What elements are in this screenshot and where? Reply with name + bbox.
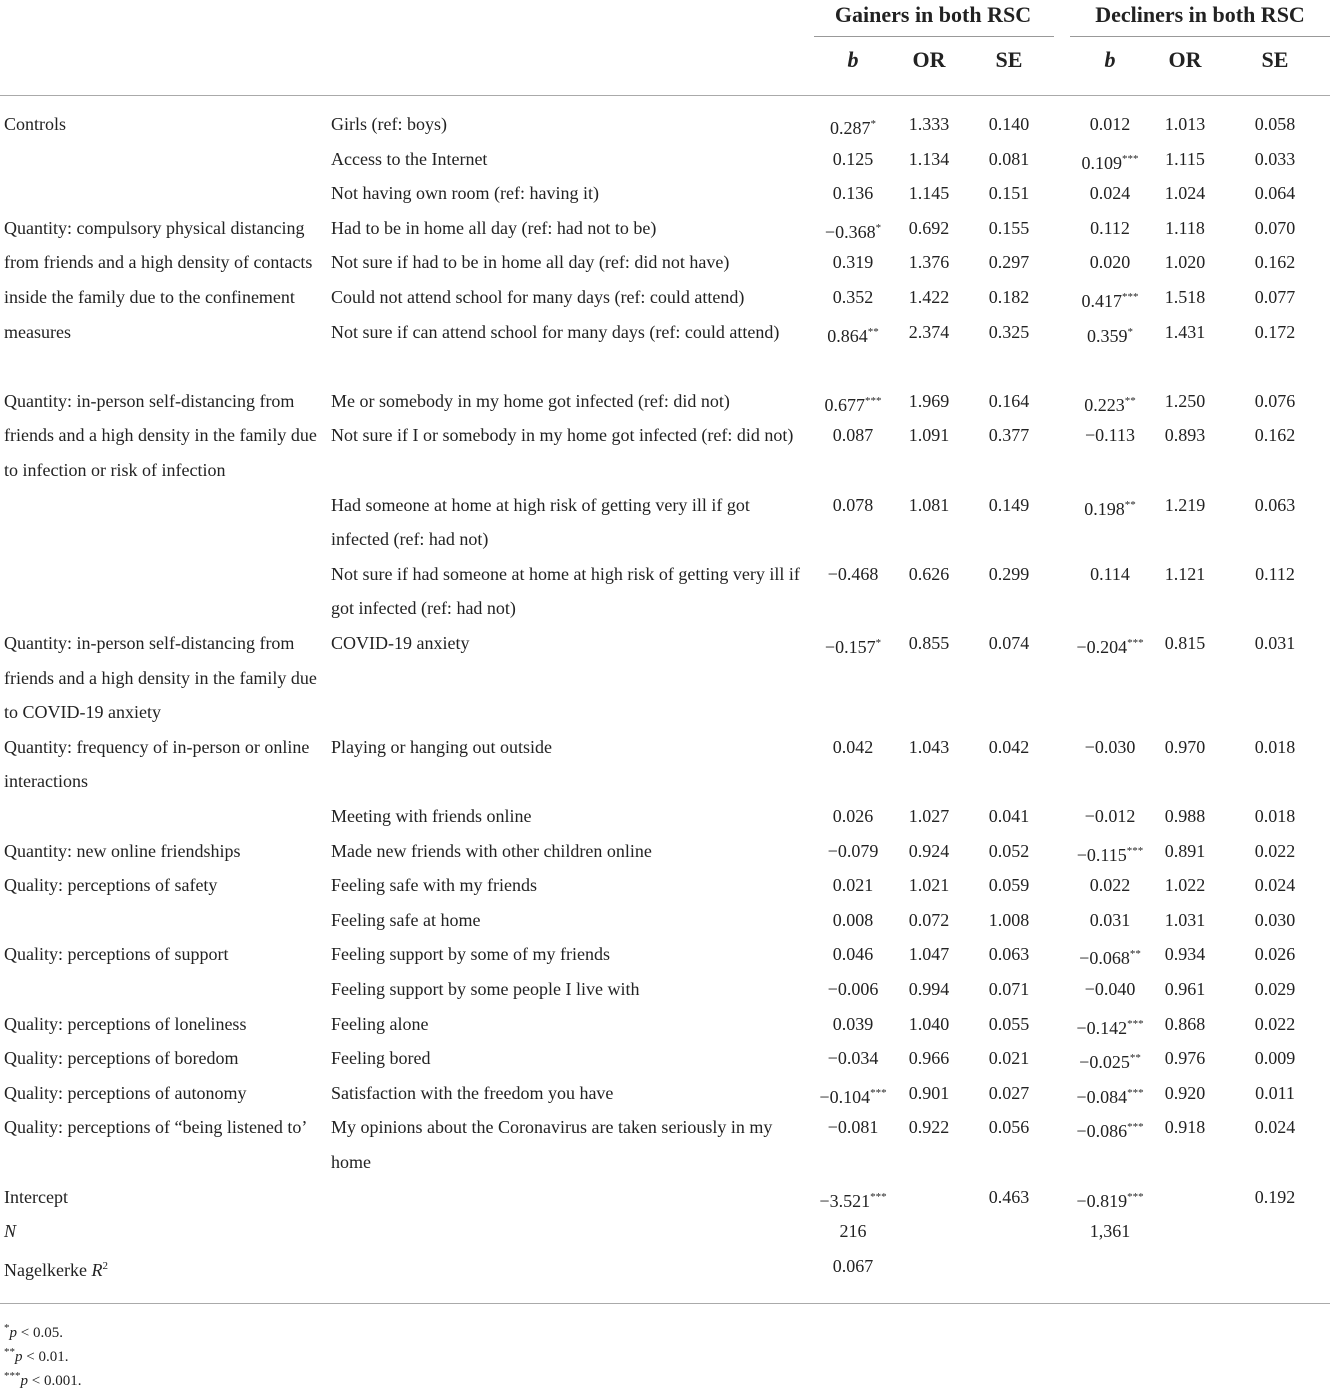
cell-gainers-se: 0.056 bbox=[988, 1117, 1030, 1138]
cell-gainers-b: 0.319 bbox=[832, 252, 874, 273]
cell-gainers-or: 0.855 bbox=[908, 633, 950, 653]
cell-gainers-se: 0.297 bbox=[988, 252, 1030, 273]
cell-gainers-or: 1.021 bbox=[908, 875, 950, 896]
row-category: Quantity: compulsory physical distancing from friends and a high density of contacts inside the family due to the confinement measures bbox=[4, 217, 313, 342]
cell-gainers-b: 216 bbox=[839, 1221, 867, 1242]
cell-gainers-se: 1.008 bbox=[988, 909, 1030, 930]
cell-decliners-or: 0.961 bbox=[1164, 979, 1206, 999]
cell-gainers-se: 0.377 bbox=[988, 425, 1030, 446]
row-category: Quality: perceptions of loneliness bbox=[4, 1013, 247, 1034]
cell-gainers-or: 1.043 bbox=[908, 736, 950, 757]
row-variable: Had to be in home all day (ref: had not to be) bbox=[331, 217, 657, 238]
cell-gainers-or: 1.040 bbox=[908, 1013, 950, 1034]
cell-gainers-se: 0.063 bbox=[988, 944, 1030, 965]
note-p01: **p < 0.01. bbox=[4, 1346, 69, 1365]
row-category: Quality: perceptions of safety bbox=[4, 875, 218, 896]
cell-gainers-se: 0.140 bbox=[988, 114, 1030, 134]
subheader-decliners-b: b bbox=[1104, 47, 1116, 72]
cell-gainers-b: −0.006 bbox=[827, 979, 879, 999]
cell-decliners-se: 0.070 bbox=[1254, 217, 1296, 238]
row-category: Quantity: in-person self-distancing from friends and a high density in the family due to infection or risk of infection bbox=[4, 390, 317, 480]
row-category: Quantity: new online friendships bbox=[4, 840, 241, 861]
cell-decliners-se: 0.024 bbox=[1254, 875, 1296, 896]
cell-decliners-or: 0.920 bbox=[1164, 1082, 1206, 1103]
cell-decliners-b: −0.204*** bbox=[1076, 637, 1144, 657]
cell-gainers-b: −0.157* bbox=[824, 637, 882, 657]
cell-gainers-b: −0.081 bbox=[827, 1117, 879, 1138]
table-row bbox=[0, 1214, 1334, 1249]
table-notes bbox=[4, 1316, 81, 1388]
cell-decliners-se: 0.031 bbox=[1254, 633, 1296, 653]
cell-decliners-or: 0.970 bbox=[1164, 736, 1206, 757]
cell-decliners-b: 0.020 bbox=[1089, 252, 1131, 273]
cell-decliners-or: 0.976 bbox=[1164, 1048, 1206, 1069]
header-decliners: Decliners in both RSC bbox=[1095, 2, 1305, 27]
cell-decliners-se: 0.022 bbox=[1254, 1013, 1296, 1034]
row-variable: Made new friends with other children online bbox=[331, 840, 652, 861]
cell-gainers-or: 0.924 bbox=[908, 840, 950, 861]
cell-gainers-or: 1.081 bbox=[908, 494, 950, 515]
cell-gainers-b: 0.078 bbox=[832, 494, 874, 515]
cell-decliners-or: 1.121 bbox=[1164, 563, 1206, 584]
cell-decliners-b: −0.084*** bbox=[1076, 1086, 1144, 1107]
cell-decliners-or: 1.431 bbox=[1164, 321, 1206, 342]
cell-gainers-b: 0.039 bbox=[832, 1013, 874, 1034]
row-category: Controls bbox=[4, 114, 67, 134]
row-variable: Playing or hanging out outside bbox=[331, 736, 552, 757]
cell-gainers-b: 0.021 bbox=[832, 875, 874, 896]
cell-gainers-se: 0.463 bbox=[988, 1186, 1030, 1207]
cell-decliners-se: 0.022 bbox=[1254, 840, 1296, 861]
row-variable: Could not attend school for many days (ref: could attend) bbox=[331, 287, 745, 307]
row-variable: Access to the Internet bbox=[331, 148, 488, 169]
cell-gainers-or: 0.692 bbox=[908, 217, 950, 238]
cell-gainers-se: 0.182 bbox=[988, 287, 1030, 307]
cell-decliners-b: 0.024 bbox=[1089, 183, 1131, 204]
table-row bbox=[0, 488, 1334, 557]
cell-decliners-se: 0.011 bbox=[1255, 1082, 1295, 1103]
cell-decliners-b: −0.025** bbox=[1079, 1052, 1141, 1073]
cell-gainers-b: 0.087 bbox=[832, 425, 874, 446]
cell-decliners-se: 0.112 bbox=[1255, 563, 1295, 584]
cell-gainers-or: 1.145 bbox=[908, 183, 950, 204]
cell-decliners-se: 0.033 bbox=[1254, 148, 1296, 169]
row-variable: Not sure if can attend school for many days (ref: could attend) bbox=[331, 321, 780, 342]
cell-decliners-or: 1.518 bbox=[1164, 287, 1206, 307]
cell-gainers-se: 0.164 bbox=[988, 390, 1030, 411]
table-row bbox=[0, 1041, 1334, 1076]
cell-gainers-or: 0.626 bbox=[908, 563, 950, 584]
cell-decliners-se: 0.058 bbox=[1254, 114, 1296, 134]
row-variable: Had someone at home at high risk of getting very ill if got infected (ref: had not) bbox=[331, 494, 750, 550]
cell-gainers-se: 0.055 bbox=[988, 1013, 1030, 1034]
row-category: Nagelkerke $R^2$ bbox=[4, 1259, 108, 1280]
cell-gainers-se: 0.074 bbox=[988, 633, 1030, 653]
cell-decliners-or: 1.219 bbox=[1164, 494, 1206, 515]
cell-gainers-b: 0.046 bbox=[832, 944, 874, 965]
cell-decliners-b: 0.198** bbox=[1084, 498, 1136, 519]
table-row bbox=[0, 834, 1334, 869]
header-rule bbox=[0, 95, 1330, 96]
cell-decliners-or: 1.250 bbox=[1164, 390, 1206, 411]
cell-gainers-b: 0.042 bbox=[832, 736, 874, 757]
row-variable: Not sure if had to be in home all day (ref: did not have) bbox=[331, 252, 730, 273]
cell-gainers-or: 2.374 bbox=[908, 321, 950, 342]
cell-gainers-b: 0.125 bbox=[832, 148, 874, 169]
cell-gainers-or: 1.422 bbox=[908, 287, 950, 307]
cell-decliners-or: 0.815 bbox=[1164, 633, 1206, 653]
cell-decliners-se: 0.009 bbox=[1254, 1048, 1296, 1069]
table-row bbox=[0, 315, 1334, 384]
cell-decliners-b: 0.109*** bbox=[1081, 152, 1139, 173]
cell-decliners-b: 0.417*** bbox=[1081, 291, 1139, 311]
cell-decliners-b: 0.112 bbox=[1090, 217, 1130, 238]
row-category: Quality: perceptions of “being listened to’ bbox=[4, 1117, 308, 1138]
cell-decliners-se: 0.064 bbox=[1254, 183, 1296, 204]
table-row bbox=[0, 903, 1334, 938]
cell-gainers-se: 0.325 bbox=[988, 321, 1030, 342]
subheader-decliners-se: SE bbox=[1261, 47, 1289, 72]
row-variable: Feeling support by some of my friends bbox=[331, 944, 610, 965]
cell-decliners-or: 1.022 bbox=[1164, 875, 1206, 896]
row-variable: Feeling support by some people I live with bbox=[331, 979, 640, 999]
row-variable: Me or somebody in my home got infected (ref: did not) bbox=[331, 390, 730, 411]
cell-decliners-or: 0.893 bbox=[1164, 425, 1206, 446]
table-row bbox=[0, 1249, 1334, 1284]
cell-decliners-or: 1.024 bbox=[1164, 183, 1206, 204]
row-category: Intercept bbox=[4, 1186, 68, 1207]
cell-gainers-or: 1.091 bbox=[908, 425, 950, 446]
table-row bbox=[0, 937, 1334, 972]
note-p05: *p < 0.05. bbox=[4, 1322, 63, 1341]
cell-decliners-b: −0.113 bbox=[1085, 425, 1135, 446]
cell-gainers-or: 1.376 bbox=[908, 252, 950, 273]
table-row bbox=[0, 1076, 1334, 1111]
cell-decliners-se: 0.018 bbox=[1254, 806, 1296, 826]
row-variable: Feeling alone bbox=[331, 1013, 429, 1034]
table-row bbox=[0, 107, 1334, 142]
cell-decliners-b: −0.142*** bbox=[1076, 1017, 1144, 1038]
cell-gainers-b: 0.008 bbox=[832, 909, 874, 930]
cell-gainers-b: −0.468 bbox=[827, 563, 879, 584]
cell-decliners-or: 0.868 bbox=[1164, 1013, 1206, 1034]
row-category: Quality: perceptions of autonomy bbox=[4, 1082, 247, 1103]
cell-gainers-se: 0.071 bbox=[988, 979, 1030, 999]
cell-decliners-or: 1.031 bbox=[1164, 909, 1206, 930]
cell-gainers-b: −0.034 bbox=[827, 1048, 879, 1069]
cell-decliners-se: 0.029 bbox=[1254, 979, 1296, 999]
row-variable: Not having own room (ref: having it) bbox=[331, 183, 599, 204]
table-row bbox=[0, 557, 1334, 626]
row-variable: Satisfaction with the freedom you have bbox=[331, 1082, 614, 1103]
cell-gainers-or: 0.994 bbox=[908, 979, 950, 999]
subheader-decliners-or: OR bbox=[1168, 47, 1202, 72]
cell-gainers-b: 0.287* bbox=[830, 118, 876, 138]
cell-gainers-or: 0.922 bbox=[908, 1117, 950, 1138]
cell-decliners-b: 0.114 bbox=[1090, 563, 1130, 584]
cell-decliners-or: 1.020 bbox=[1164, 252, 1206, 273]
table-row bbox=[0, 280, 1334, 315]
cell-decliners-or: 1.115 bbox=[1165, 148, 1205, 169]
cell-gainers-se: 0.041 bbox=[988, 806, 1030, 826]
table-row bbox=[0, 245, 1334, 280]
cell-decliners-se: 0.077 bbox=[1254, 287, 1296, 307]
cell-gainers-se: 0.151 bbox=[988, 183, 1030, 204]
table-row bbox=[0, 142, 1334, 177]
row-category: N bbox=[4, 1221, 17, 1242]
table-row bbox=[0, 799, 1334, 834]
table-row bbox=[0, 1007, 1334, 1042]
cell-gainers-or: 0.966 bbox=[908, 1048, 950, 1069]
row-variable: COVID-19 anxiety bbox=[331, 633, 470, 653]
cell-decliners-b: −0.040 bbox=[1084, 979, 1136, 999]
cell-decliners-b: 0.012 bbox=[1089, 114, 1131, 134]
cell-gainers-or: 1.027 bbox=[908, 806, 950, 826]
cell-gainers-or: 0.901 bbox=[908, 1082, 950, 1103]
cell-gainers-se: 0.299 bbox=[988, 563, 1030, 584]
cell-decliners-se: 0.030 bbox=[1254, 909, 1296, 930]
table-row bbox=[0, 418, 1334, 487]
table-row bbox=[0, 1110, 1334, 1179]
cell-decliners-se: 0.192 bbox=[1254, 1186, 1296, 1207]
header-decliners-underline bbox=[1070, 36, 1330, 37]
cell-gainers-se: 0.021 bbox=[988, 1048, 1030, 1069]
cell-decliners-or: 0.988 bbox=[1164, 806, 1206, 826]
row-variable: Not sure if I or somebody in my home got infected (ref: did not) bbox=[331, 425, 794, 446]
cell-gainers-or: 1.134 bbox=[908, 148, 950, 169]
cell-gainers-b: 0.864** bbox=[827, 325, 879, 346]
cell-gainers-b: −0.368* bbox=[824, 221, 882, 242]
subheader-gainers-b: b bbox=[847, 47, 859, 72]
cell-decliners-se: 0.162 bbox=[1254, 252, 1296, 273]
cell-gainers-b: 0.067 bbox=[832, 1255, 874, 1276]
cell-gainers-se: 0.052 bbox=[988, 840, 1030, 861]
cell-gainers-se: 0.149 bbox=[988, 494, 1030, 515]
row-category: Quantity: frequency of in-person or online interactions bbox=[4, 736, 310, 792]
cell-gainers-b: 0.136 bbox=[832, 183, 874, 204]
cell-gainers-or: 1.047 bbox=[908, 944, 950, 965]
cell-gainers-or: 1.969 bbox=[908, 390, 950, 411]
row-variable: Meeting with friends online bbox=[331, 806, 532, 826]
row-variable: My opinions about the Coronavirus are taken seriously in my home bbox=[331, 1117, 773, 1172]
cell-gainers-b: −0.104*** bbox=[819, 1086, 887, 1107]
cell-gainers-se: 0.155 bbox=[988, 217, 1030, 238]
subheader-gainers-se: SE bbox=[995, 47, 1023, 72]
cell-decliners-b: 1,361 bbox=[1089, 1221, 1131, 1242]
cell-decliners-se: 0.076 bbox=[1254, 390, 1296, 411]
table-row bbox=[0, 868, 1334, 903]
table-row bbox=[0, 730, 1334, 799]
cell-gainers-b: 0.677*** bbox=[824, 394, 882, 415]
cell-decliners-b: 0.359* bbox=[1087, 325, 1133, 346]
cell-decliners-se: 0.172 bbox=[1254, 321, 1296, 342]
cell-decliners-se: 0.026 bbox=[1254, 944, 1296, 965]
cell-decliners-or: 1.013 bbox=[1164, 114, 1206, 134]
bottom-rule bbox=[0, 1303, 1330, 1304]
row-variable: Girls (ref: boys) bbox=[331, 114, 447, 134]
row-category: Quantity: in-person self-distancing from friends and a high density in the family due to COVID-19 anxiety bbox=[4, 633, 317, 723]
cell-decliners-b: 0.223** bbox=[1084, 394, 1136, 415]
cell-decliners-b: −0.086*** bbox=[1076, 1121, 1144, 1142]
cell-decliners-b: 0.022 bbox=[1089, 875, 1131, 896]
cell-gainers-se: 0.081 bbox=[988, 148, 1030, 169]
cell-gainers-or: 1.333 bbox=[908, 114, 950, 134]
cell-decliners-b: 0.031 bbox=[1089, 909, 1131, 930]
cell-decliners-or: 0.918 bbox=[1164, 1117, 1206, 1138]
row-category: Quality: perceptions of boredom bbox=[4, 1048, 239, 1069]
table-row bbox=[0, 176, 1334, 211]
cell-decliners-se: 0.024 bbox=[1254, 1117, 1296, 1138]
cell-gainers-b: 0.026 bbox=[832, 806, 874, 826]
cell-gainers-or: 0.072 bbox=[908, 909, 950, 930]
cell-gainers-b: −3.521*** bbox=[819, 1190, 887, 1211]
header-gainers-underline bbox=[814, 36, 1054, 37]
row-variable: Feeling safe with my friends bbox=[331, 875, 537, 896]
header-gainers: Gainers in both RSC bbox=[834, 2, 1032, 27]
row-category: Quality: perceptions of support bbox=[4, 944, 229, 965]
cell-gainers-se: 0.027 bbox=[988, 1082, 1030, 1103]
cell-decliners-or: 0.891 bbox=[1164, 840, 1206, 861]
cell-decliners-se: 0.063 bbox=[1254, 494, 1296, 515]
cell-decliners-b: −0.030 bbox=[1084, 736, 1136, 757]
row-variable: Feeling bored bbox=[331, 1048, 431, 1069]
cell-decliners-b: −0.819*** bbox=[1076, 1190, 1144, 1211]
cell-decliners-or: 0.934 bbox=[1164, 944, 1206, 965]
cell-gainers-b: 0.352 bbox=[832, 287, 874, 307]
cell-decliners-b: −0.115*** bbox=[1076, 844, 1144, 865]
cell-gainers-b: −0.079 bbox=[827, 840, 879, 861]
row-variable: Not sure if had someone at home at high risk of getting very ill if got infected (ref: had not) bbox=[331, 563, 800, 619]
table-row bbox=[0, 1180, 1334, 1215]
table-row bbox=[0, 972, 1334, 1007]
cell-gainers-se: 0.042 bbox=[988, 736, 1030, 757]
subheader-gainers-or: OR bbox=[912, 47, 946, 72]
cell-gainers-se: 0.059 bbox=[988, 875, 1030, 896]
cell-decliners-or: 1.118 bbox=[1165, 217, 1205, 238]
row-variable: Feeling safe at home bbox=[331, 909, 481, 930]
cell-decliners-b: −0.012 bbox=[1084, 806, 1136, 826]
cell-decliners-se: 0.162 bbox=[1254, 425, 1296, 446]
table-row bbox=[0, 626, 1334, 730]
note-p001: ***p < 0.001. bbox=[4, 1370, 82, 1389]
cell-decliners-b: −0.068** bbox=[1079, 948, 1141, 969]
cell-decliners-se: 0.018 bbox=[1254, 736, 1296, 757]
